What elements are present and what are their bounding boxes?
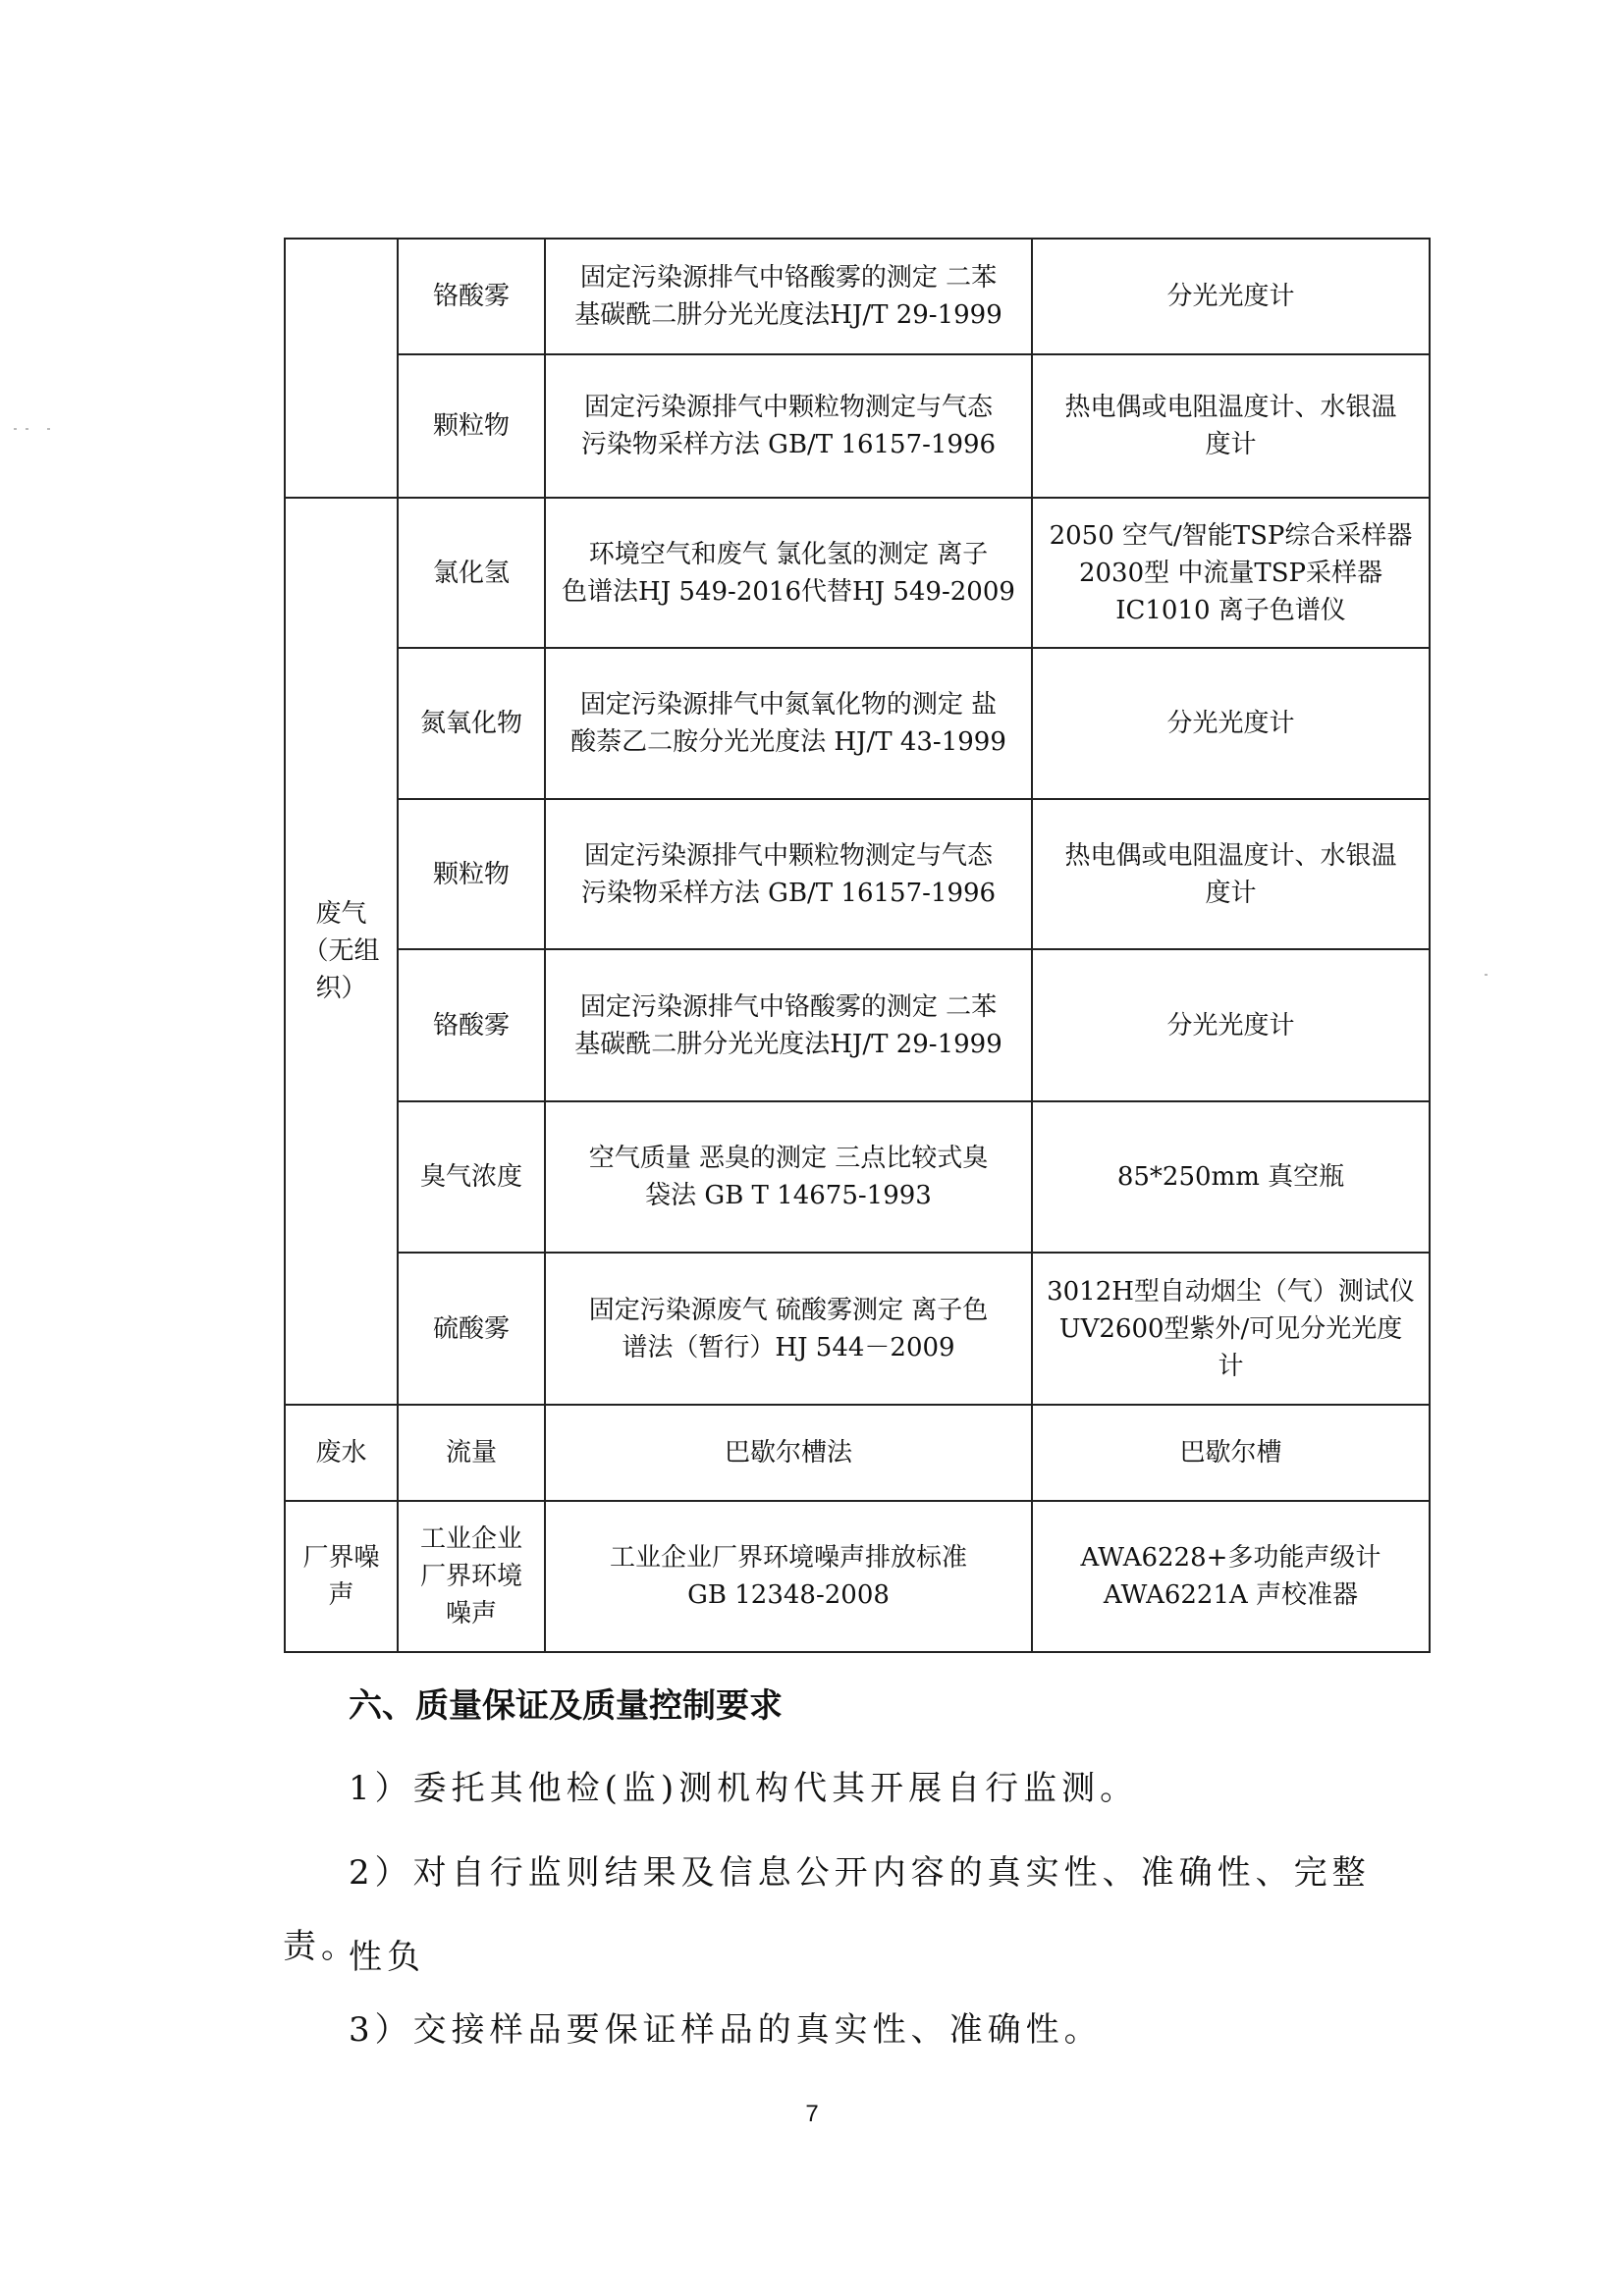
method-cell: 固定污染源废气 硫酸雾测定 离子色 谱法（暂行）HJ 544－2009 (545, 1253, 1032, 1405)
method-cell: 固定污染源排气中铬酸雾的测定 二苯 基碳酰二肼分光光度法HJ/T 29-1999 (545, 239, 1032, 354)
parameter-cell: 铬酸雾 (398, 239, 545, 354)
parameter-cell: 颗粒物 (398, 799, 545, 949)
method-cell: 固定污染源排气中颗粒物测定与气态 污染物采样方法 GB/T 16157-1996 (545, 354, 1032, 498)
parameter-cell: 颗粒物 (398, 354, 545, 498)
table-row (285, 799, 1430, 949)
parameter-cell: 氯化氢 (398, 498, 545, 648)
instrument-cell: 2050 空气/智能TSP综合采样器 2030型 中流量TSP采样器 IC1010 离子色谱仪 (1032, 498, 1430, 648)
category-cell-waste-gas-fugitive: 废气 （无组 织） (285, 498, 398, 1405)
page-number: 7 (805, 2101, 819, 2127)
table-row (285, 239, 1430, 354)
table-row (285, 498, 1430, 648)
parameter-cell: 工业企业 厂界环境 噪声 (398, 1501, 545, 1652)
scan-speck (26, 428, 28, 430)
instrument-cell: 分光光度计 (1032, 949, 1430, 1101)
paragraph-item-3: 3）交接样品要保证样品的真实性、准确性。 (349, 2010, 1103, 2050)
scan-speck (47, 428, 50, 430)
category-cell-waste-water: 废水 (285, 1405, 398, 1501)
section-heading: 六、质量保证及质量控制要求 (349, 1686, 783, 1726)
instrument-cell: 热电偶或电阻温度计、水银温 度计 (1032, 799, 1430, 949)
table-row (285, 949, 1430, 1101)
parameter-cell: 氮氧化物 (398, 648, 545, 799)
method-cell: 固定污染源排气中氮氧化物的测定 盐 酸萘乙二胺分光光度法 HJ/T 43-1999 (545, 648, 1032, 799)
method-cell: 环境空气和废气 氯化氢的测定 离子 色谱法HJ 549-2016代替HJ 549-2009 (545, 498, 1032, 648)
instrument-cell: 分光光度计 (1032, 648, 1430, 799)
scan-speck (14, 428, 17, 430)
table-row (285, 1405, 1430, 1501)
parameter-cell: 铬酸雾 (398, 949, 545, 1101)
instrument-cell: 85*250mm 真空瓶 (1032, 1101, 1430, 1253)
table-row (285, 1101, 1430, 1253)
category-cell-boundary-noise: 厂界噪 声 (285, 1501, 398, 1652)
instrument-cell: 分光光度计 (1032, 239, 1430, 354)
table-row (285, 648, 1430, 799)
instrument-cell: 3012H型自动烟尘（气）测试仪 UV2600型紫外/可见分光光度 计 (1032, 1253, 1430, 1405)
method-cell: 工业企业厂界环境噪声排放标准 GB 12348-2008 (545, 1501, 1032, 1652)
paragraph-item-1: 1）委托其他检(监)测机构代其开展自行监测。 (349, 1769, 1139, 1808)
table-row (285, 1501, 1430, 1652)
paragraph-continuation: 责。 (283, 1927, 359, 1966)
instrument-cell: AWA6228+多功能声级计 AWA6221A 声校准器 (1032, 1501, 1430, 1652)
table-row (285, 354, 1430, 498)
monitoring-methods-table (284, 238, 1431, 1653)
method-cell: 固定污染源排气中铬酸雾的测定 二苯 基碳酰二肼分光光度法HJ/T 29-1999 (545, 949, 1032, 1101)
method-cell: 巴歇尔槽法 (545, 1405, 1032, 1501)
parameter-cell: 流量 (398, 1405, 545, 1501)
method-cell: 空气质量 恶臭的测定 三点比较式臭 袋法 GB T 14675-1993 (545, 1101, 1032, 1253)
instrument-cell: 热电偶或电阻温度计、水银温 度计 (1032, 354, 1430, 498)
paragraph-item-2: 2）对自行监则结果及信息公开内容的真实性、准确性、完整性负 (349, 1853, 1371, 1977)
instrument-cell: 巴歇尔槽 (1032, 1405, 1430, 1501)
table-row (285, 1253, 1430, 1405)
scan-speck (1485, 974, 1488, 976)
parameter-cell: 臭气浓度 (398, 1101, 545, 1253)
category-cell-continued (285, 239, 398, 498)
parameter-cell: 硫酸雾 (398, 1253, 545, 1405)
method-cell: 固定污染源排气中颗粒物测定与气态 污染物采样方法 GB/T 16157-1996 (545, 799, 1032, 949)
